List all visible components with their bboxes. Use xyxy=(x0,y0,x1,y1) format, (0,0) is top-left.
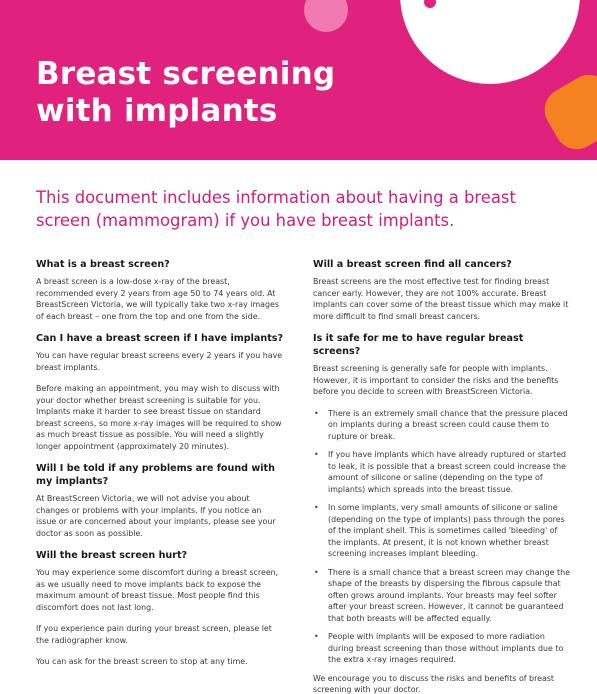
pink-circle-shape xyxy=(304,0,348,32)
section-heading: Will I be told if any problems are found with my implants? xyxy=(36,463,275,487)
list-item: • There is an extremely small chance that the pressure placed on implants during a breast screen could cause them to rupture or break. xyxy=(313,408,571,443)
list-item: • People with implants will be exposed to more radiation during breast screening than those without implants due to the extra x-ray images required. xyxy=(313,631,571,666)
closing-paragraph: We encourage you to discuss the risks and benefits of breast screening with your doctor. xyxy=(313,673,555,694)
section-heading: Will the breast screen hurt? xyxy=(36,550,188,561)
left-column xyxy=(36,258,284,678)
title-line-1: Breast screening xyxy=(36,56,336,92)
section-is-it-safe xyxy=(313,332,571,694)
list-item: • If you have implants which have already ruptured or started to leak, it is possible that a breast screen could increase the amount of silicone or saline (depending on the type of implants) which spreads into the breast tissue. xyxy=(313,449,571,495)
orange-shape xyxy=(537,67,597,157)
section-heading: Can I have a breast screen if I have implants? xyxy=(36,333,284,344)
right-column xyxy=(313,258,571,694)
section-paragraph: Before making an appointment, you may wish to discuss with your doctor whether breast screening is suitable for you. Implants make it harder to see breast tissue on standard breast screens, so more x-ray images will be required to show as much breast tissue as possible. You will need a slightly longer appointment (approximately 20 minutes). xyxy=(36,384,282,451)
section-paragraph: At BreastScreen Victoria, we will not advise you about changes or problems with your implants. If you notice an issue or are concerned about your implants, please see your doctor as soon as possible. xyxy=(36,494,276,538)
section-paragraph: A breast screen is a low-dose x-ray of the breast, recommended every 2 years from age 50 to 74 years old. At BreastScreen Victoria, we will typically take two x-ray images of each breast – one from the top and one from the side. xyxy=(36,277,279,321)
intro-text: This document includes information about having a breast screen (mammogram) if you have breast implants. xyxy=(36,188,516,230)
section-heading: Will a breast screen find all cancers? xyxy=(313,259,512,270)
section-paragraph: You can ask for the breast screen to stop at any time. xyxy=(36,657,248,666)
header-banner xyxy=(0,0,597,160)
section-paragraph: You may experience some discomfort during a breast screen, as we usually need to move implants back to expose the maximum amount of breast tissue. Most people find this discomfort does not last long. xyxy=(36,568,279,612)
section-paragraph: You can have regular breast screens every 2 years if you have breast implants. xyxy=(36,351,283,372)
section-what-is-breast-screen xyxy=(36,258,284,322)
title-line-2: with implants xyxy=(36,93,278,129)
white-circle-shape xyxy=(400,0,580,84)
section-paragraph: Breast screening is generally safe for people with implants. However, it is important to consider the risks and the benefits before you decide to screen with BreastScreen Victoria. xyxy=(313,364,559,396)
page-title xyxy=(36,56,335,130)
section-heading: What is a breast screen? xyxy=(36,259,170,270)
list-item: • In some implants, very small amounts of silicone or saline (depending on the type of implants) pass through the pores of the implant shell. This is sometimes called 'bleeding' of the implants. At present, it is not known whether breast screening increases implant bleeding. xyxy=(313,502,571,560)
section-will-it-hurt xyxy=(36,549,284,668)
section-paragraph: If you experience pain during your breast screen, please let the radiographer know. xyxy=(36,624,272,645)
section-implants-screen xyxy=(36,332,284,452)
risk-list xyxy=(313,408,571,666)
section-find-all-cancers xyxy=(313,258,571,322)
list-item: • There is a small chance that a breast screen may change the shape of the breasts by dispersing the fibrous capsule that often grows around implants. Your breasts may feel softer after your breast screen. However, it cannot be guaranteed that both breasts will be affected equally. xyxy=(313,567,571,625)
section-paragraph: Breast screens are the most effective test for finding breast cancer early. However, they are not 100% accurate. Breast implants can cover some of the breast tissue which may make it more difficult to find small breast cancers. xyxy=(313,277,569,321)
section-problems-found xyxy=(36,462,284,539)
section-heading: Is it safe for me to have regular breast screens? xyxy=(313,333,524,357)
